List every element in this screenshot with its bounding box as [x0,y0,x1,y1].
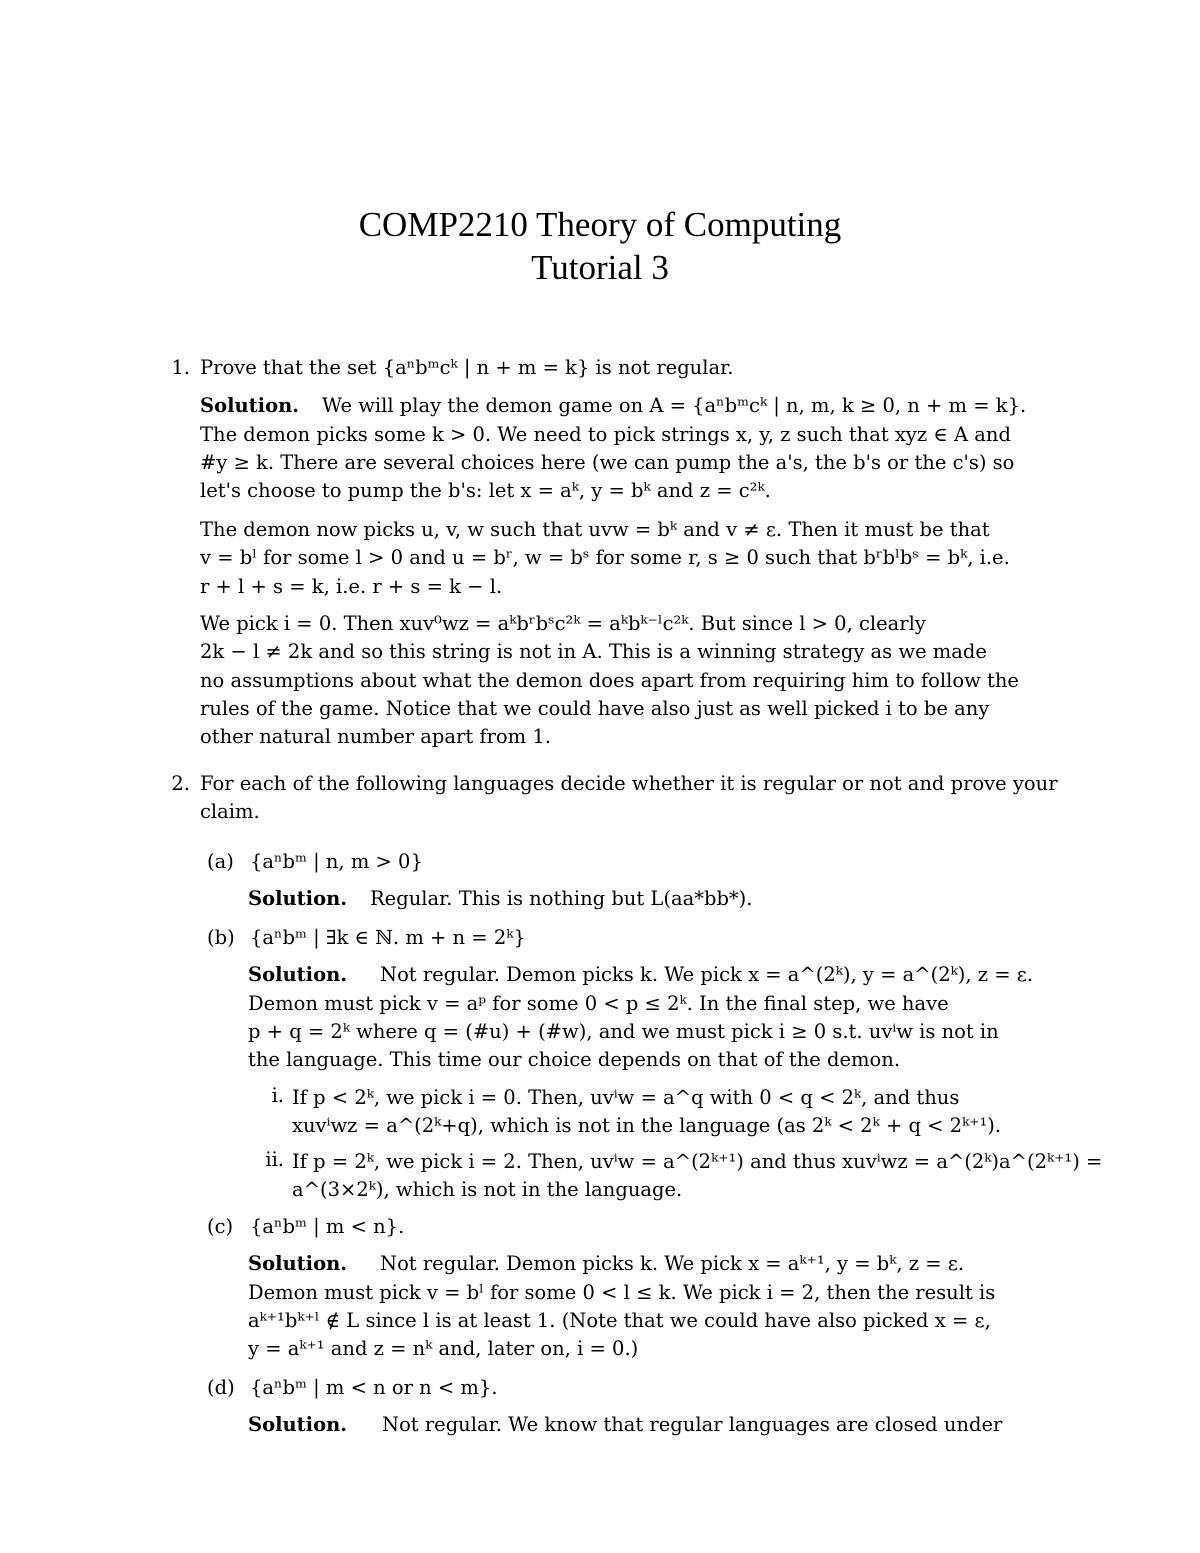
question-1-p1-line4: let's choose to pump the b's: let x = aᵏ, y = bᵏ and z = c²ᵏ. [200,479,771,502]
question-1-p3-line2: 2k − l ≠ 2k and so this string is not in A. This is a winning strategy as we made [200,640,987,663]
question-1-p3-line5: other natural number apart from 1. [200,725,551,748]
part-b-solution-line4: the language. This time our choice depends on that of the demon. [248,1048,901,1071]
question-1-p3-line1: We pick i = 0. Then xuv⁰wz = aᵏbʳbˢc²ᵏ = aᵏbᵏ⁻ˡc²ᵏ. But since l > 0, clearly [200,612,926,635]
part-a-solution-label: Solution. [248,887,348,910]
part-b-solution-line1: Not regular. Demon picks k. We pick x = a^(2ᵏ), y = a^(2ᵏ), z = ε. [380,963,1034,986]
question-1-p3-line3: no assumptions about what the demon does apart from requiring him to follow the [200,669,1019,692]
part-c-solution-line4: y = aᵏ⁺¹ and z = nᵏ and, later on, i = 0.) [248,1337,639,1360]
question-1-p2-line1: The demon now picks u, v, w such that uvw = bᵏ and v ≠ ε. Then it must be that [200,518,990,541]
part-a-solution: Regular. This is nothing but L(aa*bb*). [370,887,753,910]
question-2-number: 2. [171,772,190,795]
part-c-solution-line3: aᵏ⁺¹bᵏ⁺ˡ ∉ L since l is at least 1. (Note that we could have also picked x = ε, [248,1309,991,1332]
part-c-language: {aⁿbᵐ | m < n}. [250,1215,405,1238]
part-a-label: (a) [207,850,234,873]
case-ii-line2: a^(3×2ᵏ), which is not in the language. [292,1178,683,1201]
part-d-language: {aⁿbᵐ | m < n or n < m}. [250,1376,498,1399]
case-i-line2: xuvⁱwz = a^(2ᵏ+q), which is not in the language (as 2ᵏ < 2ᵏ + q < 2ᵏ⁺¹). [292,1114,1002,1137]
question-1-p1-line3: #y ≥ k. There are several choices here (we can pump the a's, the b's or the c's) so [200,451,1015,474]
question-1-number: 1. [171,356,190,379]
part-b-solution-line2: Demon must pick v = aᵖ for some 0 < p ≤ 2ᵏ. In the final step, we have [248,992,949,1015]
question-2-prompt-line2: claim. [200,800,260,823]
part-c-solution-label: Solution. [248,1252,348,1275]
part-d-label: (d) [207,1376,235,1399]
part-a-language: {aⁿbᵐ | n, m > 0} [250,850,423,873]
question-1-p1-line2: The demon picks some k > 0. We need to pick strings x, y, z such that xyz ∈ A and [200,423,1011,446]
question-1-solution-label: Solution. [200,394,300,417]
question-1-p3-line4: rules of the game. Notice that we could have also just as well picked i to be any [200,697,990,720]
part-b-language: {aⁿbᵐ | ∃k ∈ ℕ. m + n = 2ᵏ} [250,926,526,949]
case-i-label: i. [271,1084,284,1107]
document-subtitle: Tutorial 3 [531,248,669,287]
part-b-solution-line3: p + q = 2ᵏ where q = (#u) + (#w), and we must pick i ≥ 0 s.t. uvⁱw is not in [248,1020,999,1043]
question-1-p2-line2: v = bˡ for some l > 0 and u = bʳ, w = bˢ for some r, s ≥ 0 such that bʳbˡbˢ = bᵏ, i.e. [200,546,1010,569]
case-ii-line1: If p = 2ᵏ, we pick i = 2. Then, uvⁱw = a^(2ᵏ⁺¹) and thus xuvⁱwz = a^(2ᵏ)a^(2ᵏ⁺¹) = [292,1150,1103,1173]
part-c-solution-line2: Demon must pick v = bˡ for some 0 < l ≤ k. We pick i = 2, then the result is [248,1281,996,1304]
case-i-line1: If p < 2ᵏ, we pick i = 0. Then, uvⁱw = a^q with 0 < q < 2ᵏ, and thus [292,1086,960,1109]
question-1-prompt: Prove that the set {aⁿbᵐcᵏ | n + m = k} is not regular. [200,356,734,379]
part-c-solution-line1: Not regular. Demon picks k. We pick x = aᵏ⁺¹, y = bᵏ, z = ε. [380,1252,965,1275]
question-1-p2-line3: r + l + s = k, i.e. r + s = k − l. [200,575,503,598]
question-2-prompt-line1: For each of the following languages decide whether it is regular or not and prove your [200,772,1058,795]
part-b-solution-label: Solution. [248,963,348,986]
document-title: COMP2210 Theory of Computing [358,205,842,244]
part-d-solution-label: Solution. [248,1413,348,1436]
case-ii-label: ii. [265,1148,284,1171]
question-1-p1-line1: We will play the demon game on A = {aⁿbᵐcᵏ | n, m, k ≥ 0, n + m = k}. [322,394,1027,417]
part-c-label: (c) [207,1215,234,1238]
part-d-solution: Not regular. We know that regular languages are closed under [382,1413,1003,1436]
part-b-label: (b) [207,926,235,949]
